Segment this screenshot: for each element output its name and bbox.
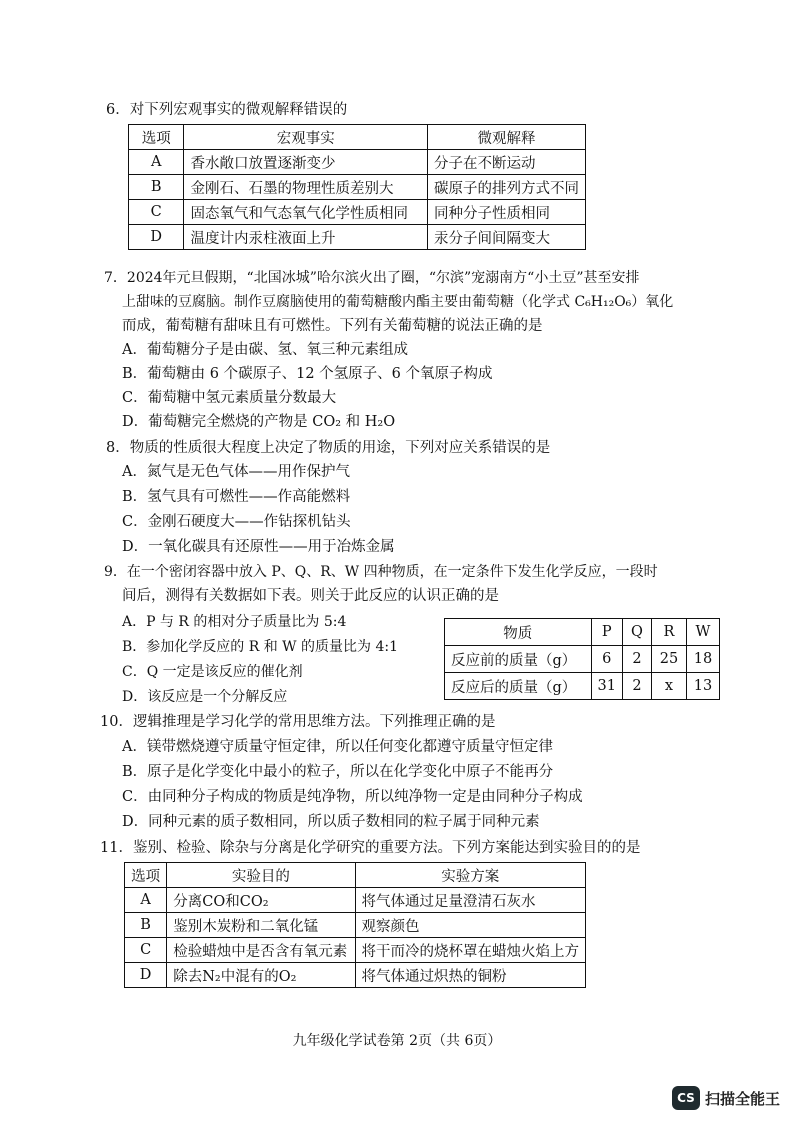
- table-row: [129, 200, 586, 225]
- table-cell: 31: [591, 673, 622, 700]
- q10-option-a: A．镁带燃烧遵守质量守恒定律，所以任何变化都遵守质量守恒定律: [122, 739, 553, 755]
- table-cell: 鉴别木炭粉和二氧化锰: [167, 913, 355, 938]
- table-cell: 分子在不断运动: [428, 150, 586, 175]
- q7-stem-line: 7．2024年元旦假期，“北国冰城”哈尔滨火出了圈，“尔滨”宠溺南方“小土豆”甚至安排: [104, 270, 640, 286]
- table-cell: 检验蜡烛中是否含有氧元素: [167, 938, 355, 963]
- table-cell: 2: [623, 673, 652, 700]
- table-row: [125, 913, 586, 938]
- table-cell: 将气体通过足量澄清石灰水: [355, 888, 586, 913]
- q7-option-c: C．葡萄糖中氢元素质量分数最大: [122, 390, 337, 406]
- table-cell: B: [125, 913, 167, 938]
- q7-option-d: D．葡萄糖完全燃烧的产物是 CO₂ 和 H₂O: [122, 414, 396, 430]
- table-cell: B: [129, 175, 184, 200]
- q10-option-d: D．同种元素的质子数相同，所以质子数相同的粒子属于同种元素: [122, 814, 540, 830]
- table-row: [129, 225, 586, 250]
- table-row: [445, 673, 720, 700]
- table-header: 宏观事实: [184, 125, 428, 150]
- q10-option-c: C．由同种分子构成的物质是纯净物，所以纯净物一定是由同种分子构成: [122, 789, 583, 805]
- table-cell: 分离CO和CO₂: [167, 888, 355, 913]
- table-cell: C: [125, 938, 167, 963]
- table-cell: 除去N₂中混有的O₂: [167, 963, 355, 988]
- watermark-text: 扫描全能王: [704, 1089, 780, 1108]
- table-header: 选项: [129, 125, 184, 150]
- page-footer: 九年级化学试卷第 2页（共 6页）: [292, 1033, 502, 1049]
- q6-table: [128, 124, 586, 250]
- q11-table: [124, 862, 586, 988]
- q9-option-d: D．该反应是一个分解反应: [122, 689, 288, 705]
- table-row: [445, 646, 720, 673]
- table-row: [129, 175, 586, 200]
- table-cell: 香水敞口放置逐渐变少: [184, 150, 428, 175]
- table-cell: x: [652, 673, 687, 700]
- table-cell: 反应后的质量（g）: [445, 673, 592, 700]
- q7-stem-line: 上甜味的豆腐脑。制作豆腐脑使用的葡萄糖酸内酯主要由葡萄糖（化学式 C₆H₁₂O₆）氧化: [122, 294, 674, 310]
- table-header: 微观解释: [428, 125, 586, 150]
- table-cell: 汞分子间间隔变大: [428, 225, 586, 250]
- table-header: R: [652, 619, 687, 646]
- table-header-row: [445, 619, 720, 646]
- table-row: [129, 150, 586, 175]
- table-header: 实验目的: [167, 863, 355, 888]
- q8-option-b: B．氢气具有可燃性——作高能燃料: [122, 489, 351, 505]
- q9-option-a: A．P 与 R 的相对分子质量比为 5:4: [122, 614, 347, 630]
- q9-table: [444, 618, 720, 700]
- table-header: 实验方案: [355, 863, 586, 888]
- table-cell: 反应前的质量（g）: [445, 646, 592, 673]
- table-cell: 2: [623, 646, 652, 673]
- camscanner-watermark: [672, 1086, 780, 1110]
- table-cell: 同种分子性质相同: [428, 200, 586, 225]
- table-cell: D: [125, 963, 167, 988]
- table-header-row: [129, 125, 586, 150]
- table-cell: A: [125, 888, 167, 913]
- table-header: 物质: [445, 619, 592, 646]
- table-cell: 13: [687, 673, 720, 700]
- q9-option-c: C．Q 一定是该反应的催化剂: [122, 664, 303, 680]
- table-cell: A: [129, 150, 184, 175]
- table-header: P: [591, 619, 622, 646]
- table-header-row: [125, 863, 586, 888]
- q8-option-c: C．金刚石硬度大——作钻探机钻头: [122, 514, 351, 530]
- q8-option-a: A．氮气是无色气体——用作保护气: [122, 464, 350, 480]
- q8-option-d: D．一氧化碳具有还原性——用于冶炼金属: [122, 539, 395, 555]
- table-cell: 6: [591, 646, 622, 673]
- q9-stem-line: 间后，测得有关数据如下表。则关于此反应的认识正确的是: [122, 588, 499, 604]
- q11-stem: 11．鉴别、检验、除杂与分离是化学研究的重要方法。下列方案能达到实验目的的是: [100, 840, 641, 856]
- table-header: W: [687, 619, 720, 646]
- table-row: [125, 938, 586, 963]
- table-cell: 温度计内汞柱液面上升: [184, 225, 428, 250]
- table-cell: 观察颜色: [355, 913, 586, 938]
- q10-option-b: B．原子是化学变化中最小的粒子，所以在化学变化中原子不能再分: [122, 764, 554, 780]
- table-row: [125, 888, 586, 913]
- q9-option-b: B．参加化学反应的 R 和 W 的质量比为 4:1: [122, 639, 399, 655]
- q7-option-a: A．葡萄糖分子是由碳、氢、氧三种元素组成: [122, 342, 408, 358]
- table-cell: D: [129, 225, 184, 250]
- table-header: 选项: [125, 863, 167, 888]
- table-cell: 18: [687, 646, 720, 673]
- table-cell: C: [129, 200, 184, 225]
- table-cell: 碳原子的排列方式不同: [428, 175, 586, 200]
- q9-stem-line: 9．在一个密闭容器中放入 P、Q、R、W 四种物质，在一定条件下发生化学反应，一段时: [104, 564, 658, 580]
- table-cell: 金刚石、石墨的物理性质差别大: [184, 175, 428, 200]
- q8-stem: 8．物质的性质很大程度上决定了物质的用途，下列对应关系错误的是: [106, 440, 551, 456]
- camscanner-logo-icon: CS: [672, 1086, 700, 1110]
- table-cell: 25: [652, 646, 687, 673]
- table-cell: 固态氧气和气态氧气化学性质相同: [184, 200, 428, 225]
- table-cell: 将气体通过炽热的铜粉: [355, 963, 586, 988]
- table-header: Q: [623, 619, 652, 646]
- q7-stem-line: 而成，葡萄糖有甜味且有可燃性。下列有关葡萄糖的说法正确的是: [122, 318, 543, 334]
- table-row: [125, 963, 586, 988]
- q10-stem: 10．逻辑推理是学习化学的常用思维方法。下列推理正确的是: [100, 714, 496, 730]
- q7-option-b: B．葡萄糖由 6 个碳原子、12 个氢原子、6 个氧原子构成: [122, 366, 493, 382]
- q6-stem: 6．对下列宏观事实的微观解释错误的: [106, 102, 348, 118]
- table-cell: 将干而冷的烧杯罩在蜡烛火焰上方: [355, 938, 586, 963]
